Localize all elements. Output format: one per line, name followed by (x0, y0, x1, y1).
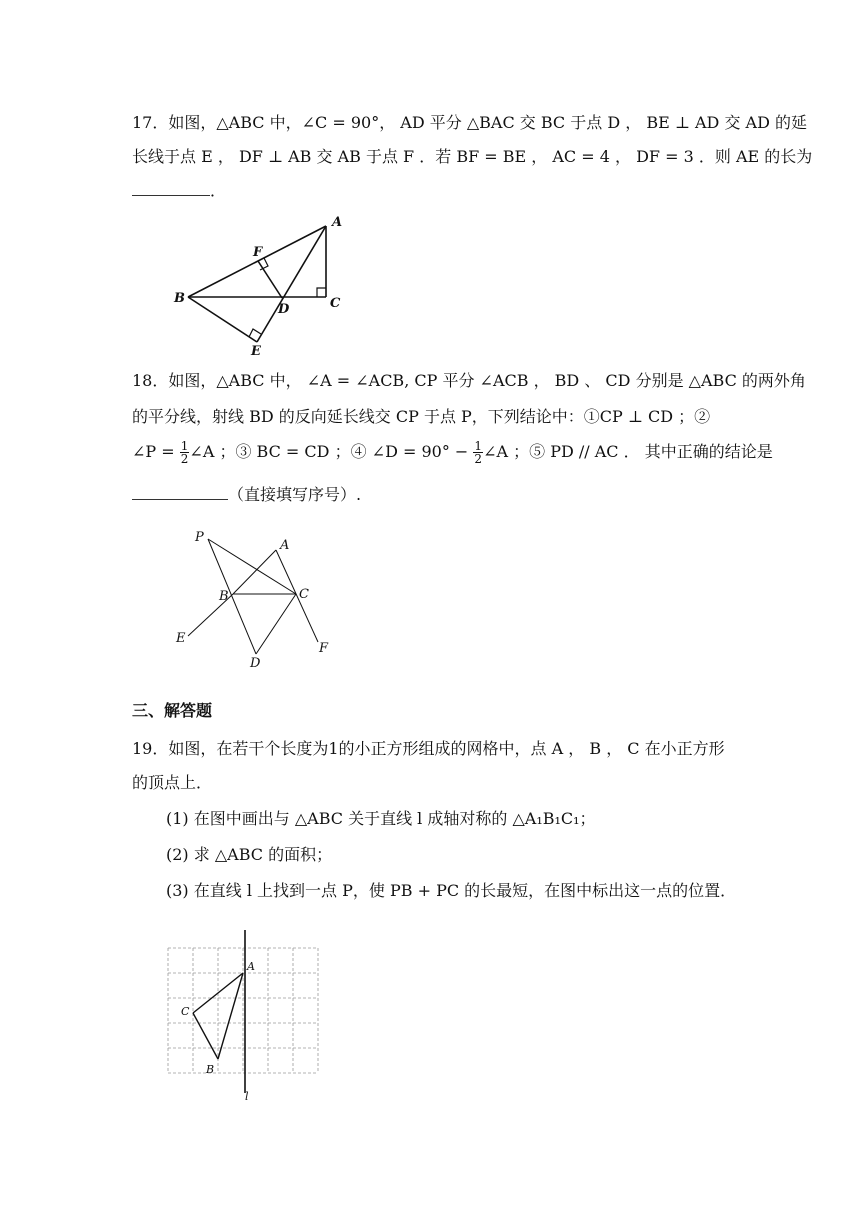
q18-segment-af (276, 550, 318, 642)
q17-segment-be (188, 297, 257, 342)
q17-label-f: F (253, 245, 263, 260)
grid-lines (168, 948, 318, 1073)
q18-label-d: D (250, 656, 261, 671)
q19-sub-3: (3) 在直线 l 上找到一点 P，使 PB + PC 的长最短，在图中标出这一点的位置． (166, 881, 737, 900)
q19-label-b: B (206, 1063, 215, 1076)
q17-line-2: 长线于点 E ， DF ⊥ AB 交 AB 于点 F ．若 BF = BE ， AC = 4 ， DF = 3 ．则 AE 的长为 (132, 147, 813, 166)
q17-line-3-end: ． (210, 181, 227, 200)
q18-label-p: P (195, 530, 204, 545)
q17-segment-df (258, 261, 282, 298)
q18-label-c: C (299, 587, 309, 602)
q18-figure (170, 524, 350, 674)
q18-label-e: E (176, 631, 186, 646)
q19-grid-figure (160, 928, 330, 1108)
q17-label-e: E (251, 344, 261, 359)
q18-line-2: 的平分线，射线 BD 的反向延长线交 CP 于点 P，下列结论中：①CP ⊥ CD ；② (132, 407, 711, 426)
q19-sub-2: (2) 求 △ABC 的面积； (166, 845, 333, 864)
q17-line-1: 17．如图，△ABC 中，∠C = 90°， AD 平分 △BAC 交 BC 于点 D ， BE ⊥ AD 交 AD 的延 (132, 113, 808, 132)
q17-right-angle-e (249, 329, 261, 337)
q17-label-a: A (332, 215, 343, 230)
q18-segment-pd (208, 539, 256, 654)
q17-line-3 (132, 180, 226, 202)
q18-line-3-b: ∠A ；③ BC = CD ；④ ∠D = 90° − (189, 442, 469, 461)
q17-right-angle-c (317, 288, 326, 297)
q19-segment-cb (193, 1013, 218, 1059)
q17-figure (160, 212, 360, 362)
q18-line-4 (132, 484, 361, 506)
q18-segment-ba (233, 550, 276, 594)
q18-line-3-c: ∠A ；⑤ PD // AC ． 其中正确的结论是 (483, 442, 773, 461)
answer-blank-q18[interactable] (132, 485, 228, 500)
q17-label-d: D (278, 302, 290, 317)
q18-line-1: 18．如图，△ABC 中， ∠A = ∠ACB, CP 平分 ∠ACB ， BD 、 CD 分别是 △ABC 的两外角 (132, 371, 806, 390)
fraction-half-1: $\frac{1}{2}$ (180, 439, 189, 466)
q19-label-l: l (245, 1090, 249, 1103)
q18-segment-cd (256, 594, 296, 654)
q19-line-1: 19．如图，在若干个长度为1的小正方形组成的网格中，点 A ， B ， C 在小正方形 (132, 739, 725, 758)
q19-segment-ba (218, 973, 243, 1059)
q18-line-3 (132, 440, 773, 465)
q18-line-3-a: ∠P = (132, 442, 175, 461)
section-title: 三、解答题 (132, 701, 213, 720)
q19-sub-1: (1) 在图中画出与 △ABC 关于直线 l 成轴对称的 △A₁B₁C₁； (166, 809, 596, 828)
q18-label-b: B (219, 589, 229, 604)
q17-label-c: C (330, 296, 341, 311)
q18-label-f: F (319, 641, 329, 656)
q19-label-c: C (181, 1005, 190, 1018)
answer-blank-q17[interactable] (132, 181, 210, 196)
fraction-half-2: $\frac{1}{2}$ (474, 439, 483, 466)
q17-label-b: B (174, 291, 185, 306)
q18-label-a: A (280, 538, 290, 553)
q19-line-2: 的顶点上． (132, 773, 213, 792)
q18-line-4-end: （直接填写序号）. (228, 485, 362, 504)
q19-label-a: A (247, 960, 255, 973)
